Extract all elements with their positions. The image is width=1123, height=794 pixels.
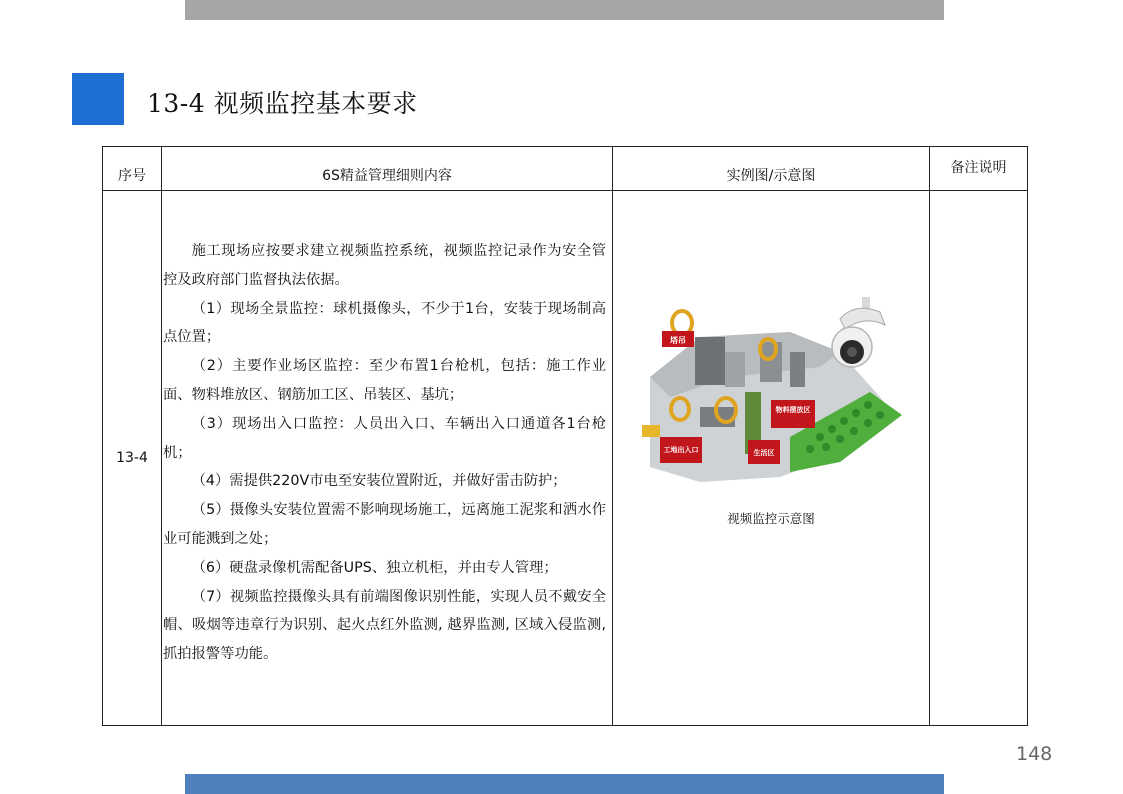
top-decor-bar: [185, 0, 944, 20]
building: [760, 342, 782, 382]
row-image: [613, 191, 930, 726]
table-row: [103, 191, 1028, 726]
content-paragraph: （6）硬盘录像机需配备UPS、独立机柜，并由专人管理；: [191, 559, 558, 576]
label-living-area: [748, 440, 780, 464]
building: [695, 337, 725, 385]
content-paragraph: （7）视频监控摄像头具有前端图像识别性能，实现人员不戴安全帽、吸烟等违章行为识别、起火点红外监测, 越界监测, 区域入侵监测, 抓拍报警等功能。: [163, 588, 606, 663]
building: [725, 352, 745, 387]
header-notes: 备注说明: [930, 147, 1028, 191]
surveillance-site-diagram: [640, 297, 905, 487]
content-paragraph: （3）现场出入口监控：人员出入口、车辆出入口通道各1台枪机；: [163, 415, 606, 461]
row-notes: [930, 191, 1028, 726]
row-seq: 13-4: [103, 191, 162, 726]
requirements-table: [102, 146, 1028, 726]
content-paragraph: （2）主要作业场区监控：至少布置1台枪机，包括：施工作业面、物料堆放区、钢筋加工区、吊装区、基坑；: [163, 358, 606, 403]
header-seq: 序号: [103, 147, 162, 191]
table-header-row: [103, 147, 1028, 191]
svg-text:生活区: 生活区: [753, 449, 775, 457]
truck-icon: [642, 425, 660, 437]
content-paragraph: （5）摄像头安装位置需不影响现场施工，远离施工泥浆和洒水作业可能溅到之处；: [163, 502, 606, 547]
svg-text:塔吊: 塔吊: [670, 336, 686, 345]
header-content: 6S精益管理细则内容: [162, 147, 613, 191]
content-paragraph: （1）现场全景监控：球机摄像头，不少于1台，安装于现场制高点位置；: [163, 300, 606, 346]
page-title: 13-4 视频监控基本要求: [147, 89, 418, 118]
svg-text:物料摆放区: 物料摆放区: [775, 406, 811, 414]
page-number: 148: [1016, 743, 1053, 765]
svg-text:工地出入口: 工地出入口: [663, 446, 699, 454]
label-material-area: [771, 400, 815, 428]
bottom-decor-bar: [185, 774, 944, 794]
title-accent-square: [72, 73, 124, 125]
building: [790, 352, 805, 387]
image-caption: 视频监控示意图: [727, 511, 815, 526]
dome-camera-icon: [832, 297, 885, 367]
content-paragraph: 施工现场应按要求建立视频监控系统，视频监控记录作为安全管控及政府部门监督执法依据。: [163, 243, 606, 288]
header-image: 实例图/示意图: [613, 147, 930, 191]
label-entrance: [660, 437, 702, 463]
label-tower-crane: [662, 331, 694, 347]
content-paragraph: （4）需提供220V市电至安装位置附近，并做好雷击防护；: [191, 473, 567, 490]
row-content: [162, 191, 613, 726]
